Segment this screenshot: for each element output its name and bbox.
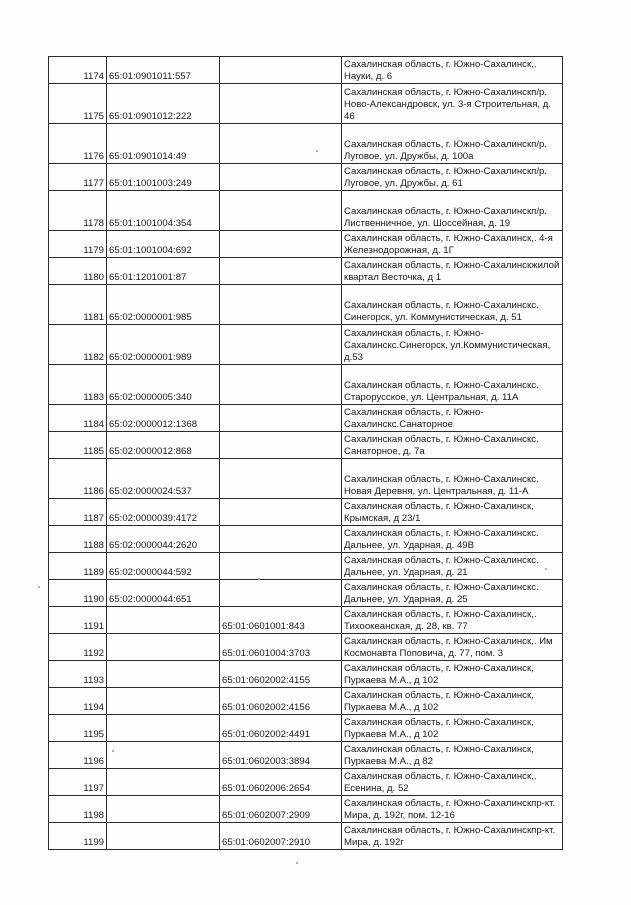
registry-table-body xyxy=(49,57,563,850)
row-number: 1181 xyxy=(49,285,107,325)
table-row xyxy=(49,769,563,796)
scan-speck xyxy=(316,150,318,152)
row-number: 1175 xyxy=(49,84,107,124)
cadastral-number-cell xyxy=(107,688,220,715)
scan-speck xyxy=(38,586,40,588)
cadastral-number-alt-cell: 65:01:0602006:2654 xyxy=(220,769,342,796)
cadastral-number-cell: 65:01:1001003:249 xyxy=(107,164,220,191)
table-row xyxy=(49,432,563,459)
cadastral-number-cell: 65:02:0000001:985 xyxy=(107,285,220,325)
row-number: 1187 xyxy=(49,499,107,526)
address-cell: Сахалинская область, г. Южно-Сахалинскпр-кт. Мира, д. 192г, пом. 12-16 xyxy=(342,796,563,823)
cadastral-number-alt-cell xyxy=(220,285,342,325)
table-row xyxy=(49,715,563,742)
table-row xyxy=(49,124,563,164)
cadastral-number-alt-cell: 65:01:0602002:4155 xyxy=(220,661,342,688)
address-cell: Сахалинская область, г. Южно-Сахалинскп/р. Луговое, ул. Дружбы, д. 100а xyxy=(342,124,563,164)
cadastral-number-cell: 65:02:0000024:537 xyxy=(107,459,220,499)
cadastral-number-alt-cell: 65:01:0602007:2910 xyxy=(220,823,342,850)
cadastral-number-alt-cell: 65:01:0601004:3703 xyxy=(220,634,342,661)
registry-table xyxy=(48,56,563,850)
table-row xyxy=(49,796,563,823)
address-cell: Сахалинская область, г. Южно-Сахалинск,. 4-я Железнодорожная, д. 1Г xyxy=(342,231,563,258)
row-number: 1183 xyxy=(49,365,107,405)
table-row xyxy=(49,634,563,661)
row-number: 1190 xyxy=(49,580,107,607)
table-row xyxy=(49,607,563,634)
cadastral-number-alt-cell: 65:01:0602002:4491 xyxy=(220,715,342,742)
cadastral-number-alt-cell xyxy=(220,231,342,258)
row-number: 1189 xyxy=(49,553,107,580)
table-row xyxy=(49,526,563,553)
cadastral-number-cell xyxy=(107,607,220,634)
table-row xyxy=(49,823,563,850)
scan-speck xyxy=(296,862,298,864)
table-row xyxy=(49,84,563,124)
address-cell: Сахалинская область, г. Южно-Сахалинск,. Тихоокеанская, д. 28, кв. 77 xyxy=(342,607,563,634)
row-number: 1192 xyxy=(49,634,107,661)
table-row xyxy=(49,688,563,715)
row-number: 1184 xyxy=(49,405,107,432)
address-cell: Сахалинская область, г. Южно-Сахалинскп/р. Ново-Александровск, ул. 3-я Строительная, д. 46 xyxy=(342,84,563,124)
row-number: 1195 xyxy=(49,715,107,742)
table-row xyxy=(49,499,563,526)
row-number: 1193 xyxy=(49,661,107,688)
cadastral-number-cell: 65:02:0000012:1368 xyxy=(107,405,220,432)
cadastral-number-cell xyxy=(107,742,220,769)
cadastral-number-cell: 65:02:0000044:592 xyxy=(107,553,220,580)
address-cell: Сахалинская область, г. Южно-Сахалинск,. Науки, д. 6 xyxy=(342,57,563,84)
table-row xyxy=(49,285,563,325)
cadastral-number-cell: 65:02:0000005:340 xyxy=(107,365,220,405)
cadastral-number-cell: 65:02:0000039:4172 xyxy=(107,499,220,526)
row-number: 1191 xyxy=(49,607,107,634)
table-row xyxy=(49,459,563,499)
cadastral-number-alt-cell xyxy=(220,405,342,432)
address-cell: Сахалинская область, г. Южно-Сахалинскп/р. Луговое, ул. Дружбы, д. 61 xyxy=(342,164,563,191)
table-row xyxy=(49,742,563,769)
cadastral-number-alt-cell xyxy=(220,432,342,459)
address-cell: Сахалинская область, г. Южно-Сахалинск, Пуркаева М.А., д 102 xyxy=(342,661,563,688)
address-cell: Сахалинская область, г. Южно-Сахалинск, Крымская, д 23/1 xyxy=(342,499,563,526)
address-cell: Сахалинская область, г. Южно-Сахалинскпр-кт. Мира, д. 192г xyxy=(342,823,563,850)
row-number: 1198 xyxy=(49,796,107,823)
cadastral-number-alt-cell xyxy=(220,57,342,84)
cadastral-number-alt-cell xyxy=(220,124,342,164)
table-row xyxy=(49,365,563,405)
address-cell: Сахалинская область, г. Южно-Сахалинск,. Есенина, д. 52 xyxy=(342,769,563,796)
address-cell: Сахалинская область, г. Южно-Сахалинск, Пуркаева М.А., д 102 xyxy=(342,688,563,715)
cadastral-number-cell: 65:01:0901011:557 xyxy=(107,57,220,84)
row-number: 1180 xyxy=(49,258,107,285)
cadastral-number-cell: 65:02:0000001:989 xyxy=(107,325,220,365)
row-number: 1176 xyxy=(49,124,107,164)
cadastral-number-alt-cell xyxy=(220,365,342,405)
row-number: 1185 xyxy=(49,432,107,459)
table-row xyxy=(49,553,563,580)
address-cell: Сахалинская область, г. Южно-Сахалинскжилой квартал Весточка, д 1 xyxy=(342,258,563,285)
cadastral-number-cell: 65:01:1001004:692 xyxy=(107,231,220,258)
cadastral-number-cell: 65:01:0901012:222 xyxy=(107,84,220,124)
address-cell: Сахалинская область, г. Южно-Сахалинскс. Новая Деревня, ул. Центральная, д. 11-А xyxy=(342,459,563,499)
cadastral-number-alt-cell xyxy=(220,258,342,285)
table-row xyxy=(49,191,563,231)
address-cell: Сахалинская область, г. Южно-Сахалинскс. Санаторное, д. 7а xyxy=(342,432,563,459)
cadastral-number-cell xyxy=(107,823,220,850)
scan-speck xyxy=(258,578,260,580)
cadastral-number-cell xyxy=(107,796,220,823)
address-cell: Сахалинская область, г. Южно-Сахалинск,. Им Космонавта Поповича, д. 77, пом. 3 xyxy=(342,634,563,661)
address-cell: Сахалинская область, г. Южно-Сахалинскс. Дальнее, ул. Ударная, д. 25 xyxy=(342,580,563,607)
row-number: 1199 xyxy=(49,823,107,850)
row-number: 1179 xyxy=(49,231,107,258)
cadastral-number-alt-cell xyxy=(220,499,342,526)
table-row xyxy=(49,164,563,191)
row-number: 1186 xyxy=(49,459,107,499)
cadastral-number-alt-cell xyxy=(220,164,342,191)
cadastral-number-cell: 65:01:1001004:354 xyxy=(107,191,220,231)
row-number: 1174 xyxy=(49,57,107,84)
address-cell: Сахалинская область, г. Южно-Сахалинскс. Старорусское, ул. Центральная, д. 11А xyxy=(342,365,563,405)
scan-speck xyxy=(112,750,114,752)
address-cell: Сахалинская область, г. Южно-Сахалинскс. Дальнее, ул. Ударная, д. 49В xyxy=(342,526,563,553)
address-cell: Сахалинская область, г. Южно- Сахалинскс.Санаторное xyxy=(342,405,563,432)
row-number: 1196 xyxy=(49,742,107,769)
address-cell: Сахалинская область, г. Южно-Сахалинск, Пуркаева М.А., д 102 xyxy=(342,715,563,742)
cadastral-number-cell: 65:01:1201001:87 xyxy=(107,258,220,285)
cadastral-number-alt-cell xyxy=(220,580,342,607)
cadastral-number-alt-cell xyxy=(220,526,342,553)
cadastral-number-alt-cell: 65:01:0602007:2909 xyxy=(220,796,342,823)
cadastral-number-alt-cell xyxy=(220,325,342,365)
cadastral-number-alt-cell xyxy=(220,84,342,124)
cadastral-number-alt-cell xyxy=(220,553,342,580)
address-cell: Сахалинская область, г. Южно-Сахалинск, Пуркаева М.А., д 82 xyxy=(342,742,563,769)
cadastral-number-cell xyxy=(107,769,220,796)
cadastral-number-alt-cell xyxy=(220,191,342,231)
address-cell: Сахалинская область, г. Южно-Сахалинскс. Синегорск, ул. Коммунистическая, д. 51 xyxy=(342,285,563,325)
table-row xyxy=(49,325,563,365)
address-cell: Сахалинская область, г. Южно- Сахалинскс.Синегорск, ул.Коммунистическая, д.53 xyxy=(342,325,563,365)
table-row xyxy=(49,661,563,688)
cadastral-number-cell: 65:02:0000012:868 xyxy=(107,432,220,459)
cadastral-number-cell: 65:02:0000044:2620 xyxy=(107,526,220,553)
row-number: 1177 xyxy=(49,164,107,191)
address-cell: Сахалинская область, г. Южно-Сахалинскп/р. Лиственничное, ул. Шоссейная, д. 19 xyxy=(342,191,563,231)
cadastral-number-alt-cell: 65:01:0601001:843 xyxy=(220,607,342,634)
row-number: 1194 xyxy=(49,688,107,715)
table-row xyxy=(49,258,563,285)
row-number: 1188 xyxy=(49,526,107,553)
table-row xyxy=(49,580,563,607)
cadastral-number-cell: 65:02:0000044:651 xyxy=(107,580,220,607)
row-number: 1182 xyxy=(49,325,107,365)
row-number: 1197 xyxy=(49,769,107,796)
table-row xyxy=(49,57,563,84)
scan-speck xyxy=(545,568,547,570)
cadastral-number-cell xyxy=(107,661,220,688)
address-cell: Сахалинская область, г. Южно-Сахалинскс. Дальнее, ул. Ударная, д. 21 xyxy=(342,553,563,580)
cadastral-number-cell xyxy=(107,715,220,742)
table-row xyxy=(49,405,563,432)
cadastral-number-cell xyxy=(107,634,220,661)
cadastral-number-alt-cell: 65:01:0602002:4156 xyxy=(220,688,342,715)
cadastral-number-alt-cell xyxy=(220,459,342,499)
table-row xyxy=(49,231,563,258)
row-number: 1178 xyxy=(49,191,107,231)
cadastral-number-alt-cell: 65:01:0602003:3894 xyxy=(220,742,342,769)
cadastral-number-cell: 65:01:0901014:49 xyxy=(107,124,220,164)
